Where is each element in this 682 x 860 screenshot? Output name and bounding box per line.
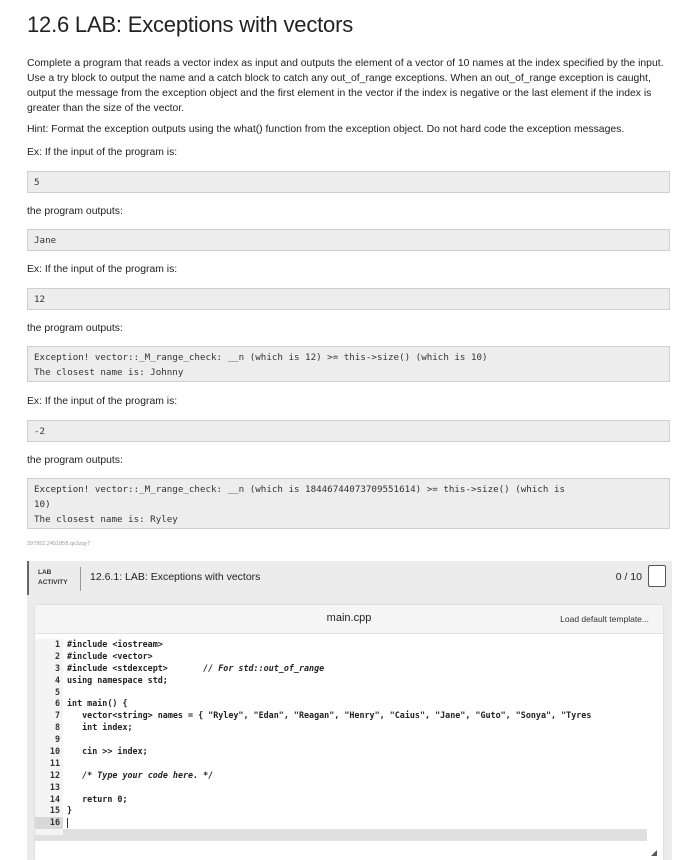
example-1-output: Jane <box>27 229 670 251</box>
line-number: 8 <box>54 722 60 733</box>
line-number: 12 <box>49 769 60 780</box>
code-line[interactable]: #include <iostream> <box>67 639 163 649</box>
code-line[interactable]: cin >> index; <box>67 746 148 757</box>
example-1-label: Ex: If the input of the program is: <box>27 147 178 158</box>
code-line[interactable]: } <box>67 805 73 816</box>
line-number: 13 <box>49 781 60 792</box>
example-2-output: Exception! vector::_M_range_check: __n (which is 12) >= this->size() (which is 10) The closest name is: Johnny <box>27 346 670 382</box>
completion-check-icon <box>648 565 666 587</box>
code-line[interactable] <box>67 687 647 699</box>
line-number: 10 <box>49 746 60 757</box>
code-editor[interactable] <box>35 639 647 849</box>
lab-score: 0 / 10 <box>615 571 642 583</box>
text-cursor <box>67 818 68 828</box>
code-line[interactable]: int main() { <box>67 698 128 709</box>
example-1-output-label: the program outputs: <box>27 206 123 217</box>
code-line[interactable]: #include <stdexcept> // For std::out_of_range <box>67 662 325 673</box>
code-line[interactable]: int index; <box>67 722 133 733</box>
code-line[interactable] <box>67 734 647 746</box>
code-line[interactable]: #include <vector> <box>67 650 153 661</box>
hint: Hint: Format the exception outputs using the what() function from the exception object. Do not hard code the exception messages. <box>27 124 625 135</box>
example-3-output-label: the program outputs: <box>27 455 123 466</box>
active-line-highlight <box>35 829 647 841</box>
code-line[interactable]: using namespace std; <box>67 674 168 685</box>
line-number: 2 <box>54 650 60 661</box>
line-number: 9 <box>54 734 60 745</box>
activity-id: 397952.2451858.qx3zqy7 <box>27 541 91 547</box>
code-line[interactable]: vector<string> names = { "Ryley", "Edan", "Reagan", "Henry", "Caius", "Jane", "Guto", "Sonya", "Tyres <box>67 710 592 721</box>
divider <box>80 567 81 591</box>
example-2-input: 12 <box>27 288 670 310</box>
code-editor-panel <box>35 605 663 860</box>
example-1-input: 5 <box>27 171 670 193</box>
example-3-output: Exception! vector::_M_range_check: __n (which is 18446744073709551614) >= this->size() (which is 10) The closest name is: Ryley <box>27 478 670 529</box>
line-number: 11 <box>49 757 60 768</box>
file-name: main.cpp <box>326 612 372 624</box>
code-line[interactable] <box>67 758 647 770</box>
example-2-output-label: the program outputs: <box>27 323 123 334</box>
line-number: 5 <box>54 686 60 697</box>
line-number: 16 <box>35 817 63 829</box>
code-area[interactable] <box>67 639 647 829</box>
line-number: 15 <box>49 805 60 816</box>
line-number: 14 <box>49 793 60 804</box>
example-3-input: -2 <box>27 420 670 442</box>
line-number: 1 <box>54 639 60 649</box>
example-2-label: Ex: If the input of the program is: <box>27 264 178 275</box>
example-3-label: Ex: If the input of the program is: <box>27 396 178 407</box>
lab-header <box>27 561 672 595</box>
code-line[interactable] <box>67 817 647 829</box>
page-title: 12.6 LAB: Exceptions with vectors <box>27 12 354 37</box>
lab-activity <box>27 561 672 860</box>
line-number: 7 <box>54 710 60 721</box>
code-line[interactable] <box>67 770 647 782</box>
code-line[interactable]: return 0; <box>67 793 128 804</box>
line-number-gutter <box>35 639 63 835</box>
line-number: 3 <box>54 662 60 673</box>
load-default-template-button[interactable]: Load default template... <box>560 614 649 624</box>
lab-title: 12.6.1: LAB: Exceptions with vectors <box>90 571 261 583</box>
line-number: 6 <box>54 698 60 709</box>
line-number: 4 <box>54 674 60 685</box>
code-comment: // For std::out_of_range <box>203 662 325 673</box>
lab-activity-tag: LAB ACTIVITY <box>38 569 68 586</box>
code-line[interactable] <box>67 782 647 794</box>
code-comment: /* Type your code here. */ <box>82 769 214 780</box>
description: Complete a program that reads a vector index as input and outputs the element of a vector of 10 names at the index specified by the input. Use a try block to output the name and a catch block to catch any out_of_range exceptions. When an out_of_range exception is caught, output the message from the exception object and the first element in the vector if the index is negative or the last element if the index is greater than the size of the vector. <box>27 58 664 114</box>
editor-toolbar <box>35 605 663 634</box>
resize-handle-icon[interactable] <box>651 850 657 856</box>
